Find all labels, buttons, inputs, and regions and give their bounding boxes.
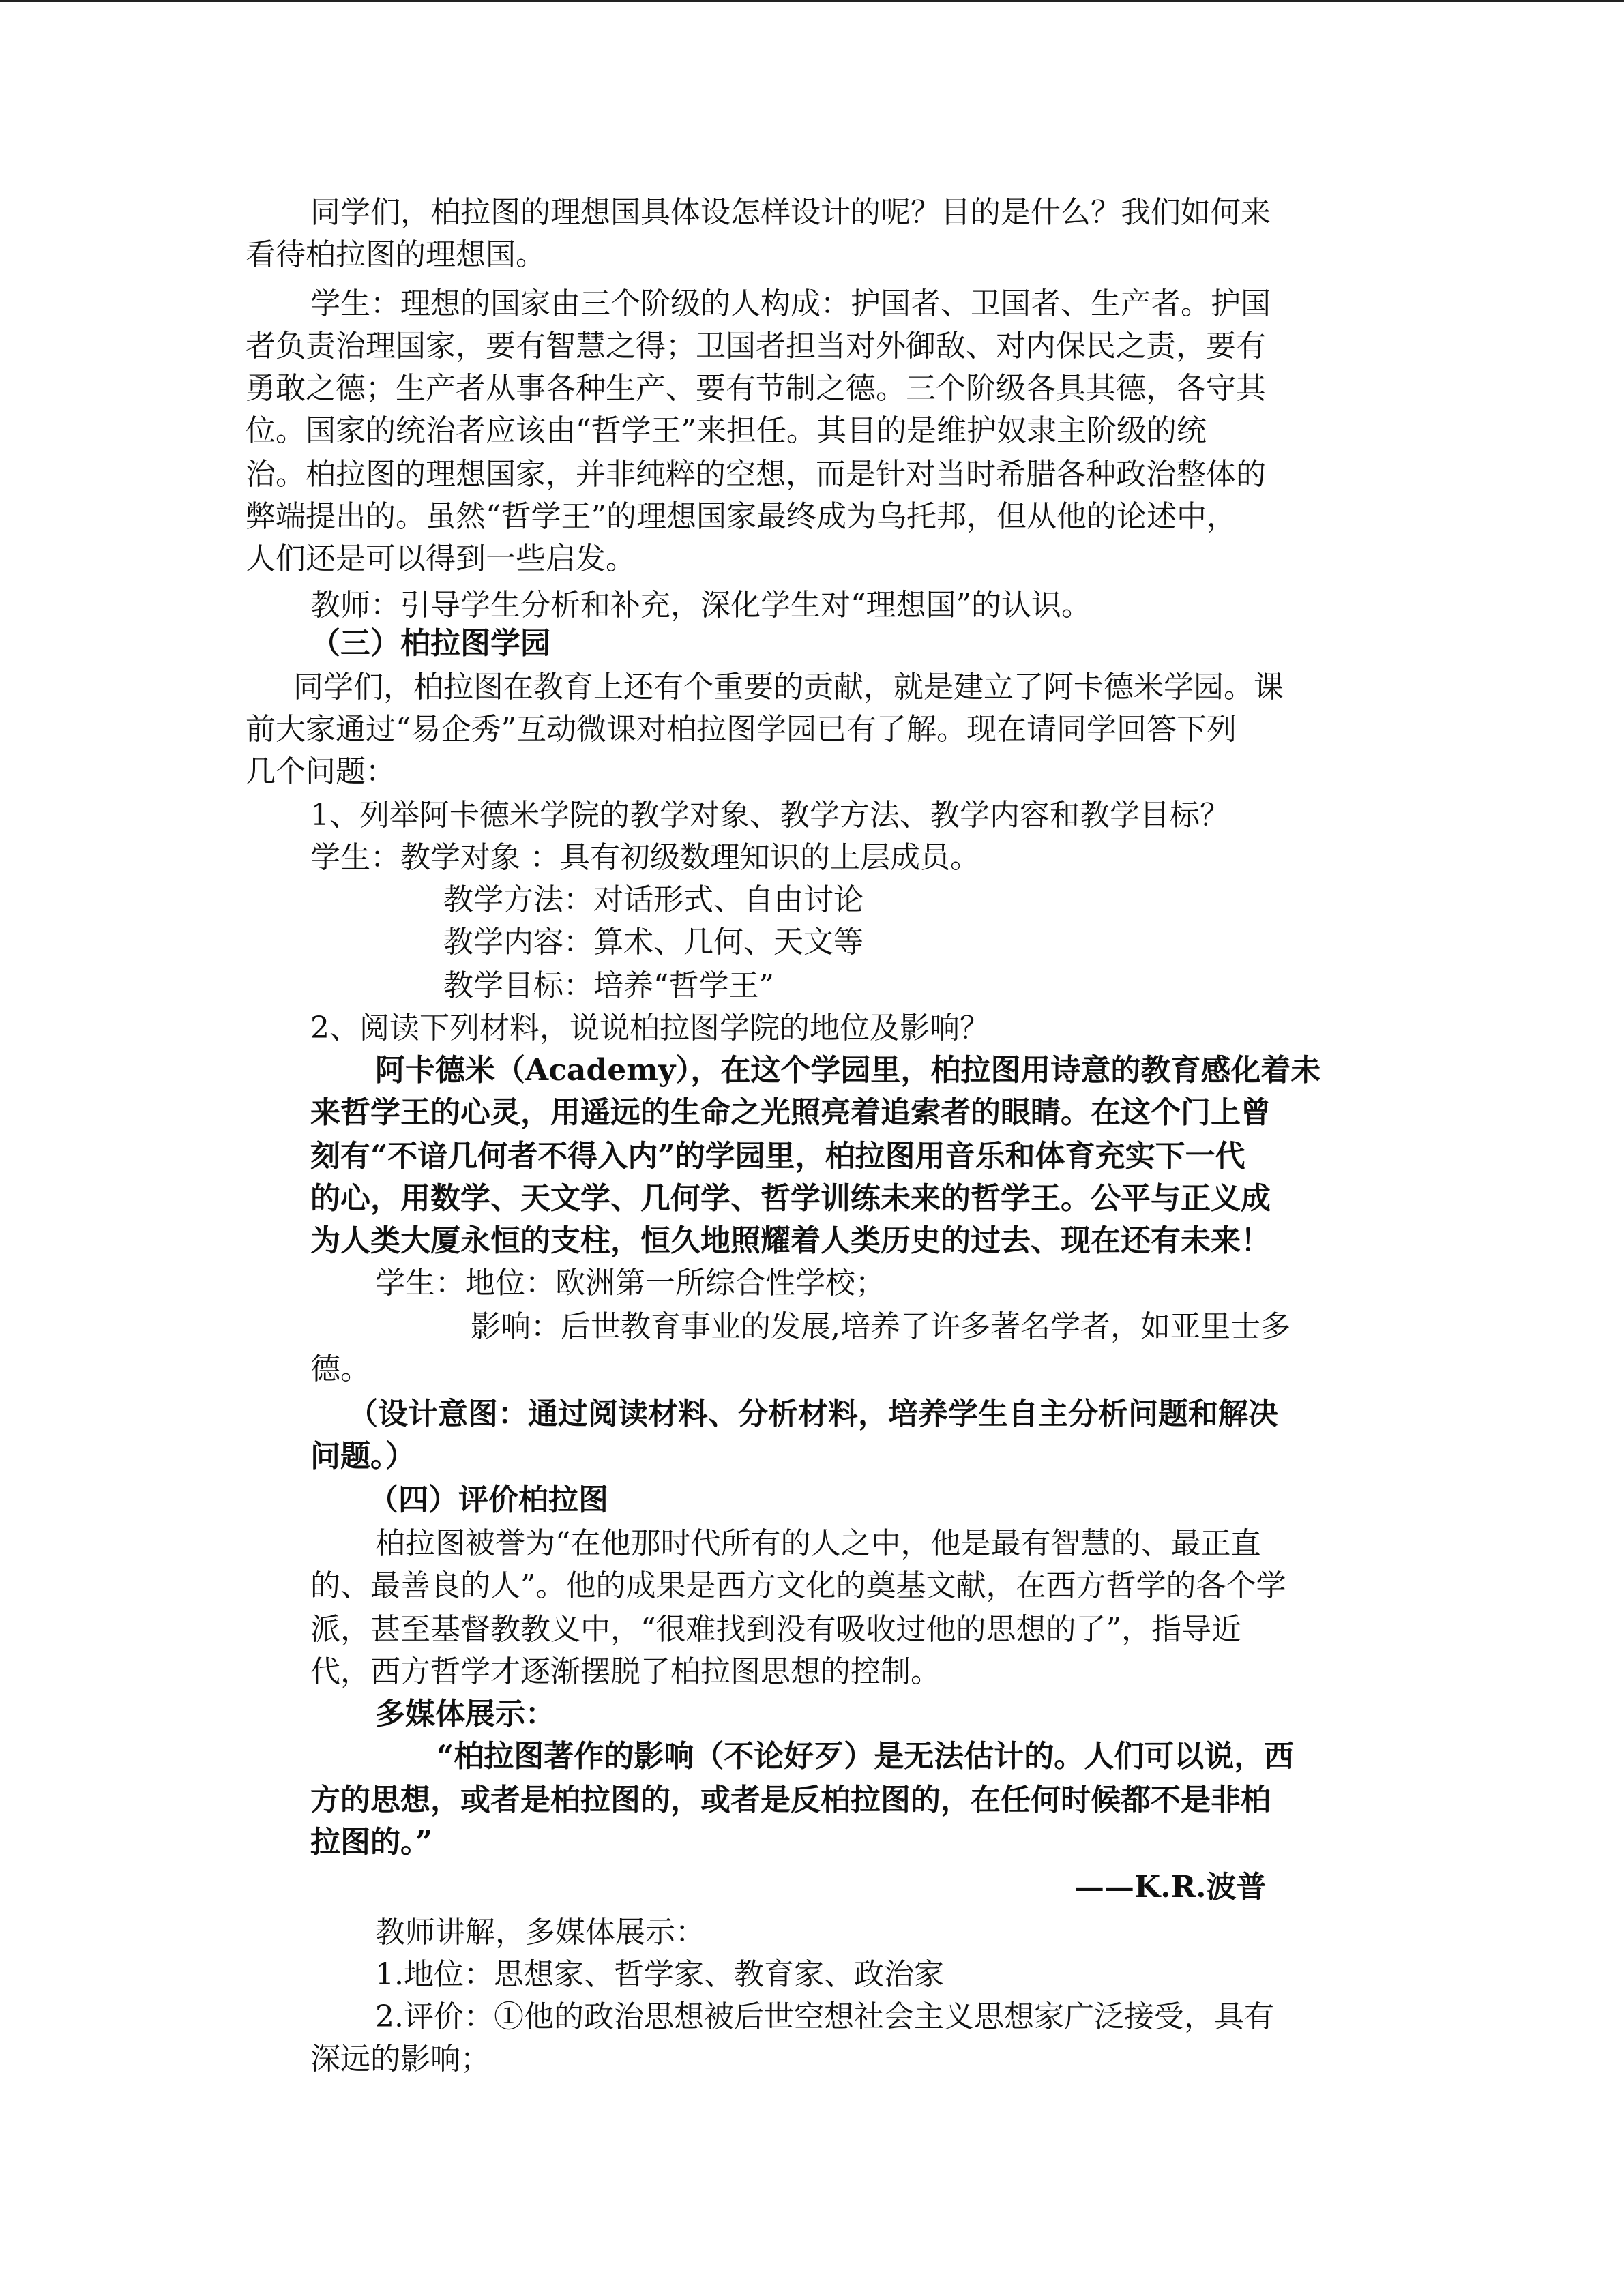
list-item: 深远的影响；: [310, 2042, 490, 2076]
question-line: 1、列举阿卡德米学院的教学对象、教学方法、教学内容和教学目标？: [310, 798, 1230, 833]
quote-line: 拉图的。”: [310, 1825, 433, 1860]
section-heading: （三）柏拉图学园: [310, 626, 550, 661]
list-item: 1.地位：思想家、哲学家、教育家、政治家: [375, 1957, 944, 1992]
paragraph-line: 几个问题：: [246, 754, 396, 789]
answer-line: 学生：教学对象 ：具有初级数理知识的上层成员。: [310, 840, 980, 875]
multimedia-label: 多媒体展示：: [375, 1697, 555, 1731]
answer-line: 德。: [310, 1352, 370, 1386]
quote-line: 方的思想，或者是柏拉图的，或者是反柏拉图的，在任何时候都不是非柏: [310, 1783, 1271, 1817]
paragraph-line: 柏拉图被誉为“在他那时代所有的人之中，他是最有智慧的、最正直: [375, 1526, 1261, 1561]
section-heading: （四）评价柏拉图: [368, 1482, 608, 1517]
question-line: 2、阅读下列材料，说说柏拉图学院的地位及影响？: [310, 1011, 990, 1045]
paragraph-line: 位。国家的统治者应该由“哲学王”来担任。其目的是维护奴隶主阶级的统: [246, 413, 1207, 448]
paragraph-line: 勇敢之德；生产者从事各种生产、要有节制之德。三个阶级各具其德，各守其: [246, 371, 1266, 406]
paragraph-line: 者负责治理国家，要有智慧之得；卫国者担当对外御敌、对内保民之责，要有: [246, 329, 1266, 363]
paragraph-line: 人们还是可以得到一些启发。: [246, 541, 636, 576]
paragraph-line: 派，甚至基督教教义中，“很难找到没有吸收过他的思想的了”，指导近: [310, 1612, 1241, 1647]
paragraph-line: 同学们，柏拉图在教育上还有个重要的贡献，就是建立了阿卡德米学园。课: [293, 670, 1284, 704]
quote-material-line: 刻有“不谙几何者不得入内”的学园里，柏拉图用音乐和体育充实下一代: [310, 1139, 1245, 1174]
quote-material-line: 来哲学王的心灵，用遥远的生命之光照亮着追索者的眼睛。在这个门上曾: [310, 1095, 1271, 1130]
answer-line: 学生：地位：欧洲第一所综合性学校；: [375, 1266, 885, 1300]
paragraph-line: 代，西方哲学才逐渐摆脱了柏拉图思想的控制。: [310, 1654, 941, 1689]
paragraph-line: 前大家通过“易企秀”互动微课对柏拉图学园已有了解。现在请同学回答下列: [246, 712, 1237, 747]
paragraph-line: 看待柏拉图的理想国。: [246, 237, 546, 272]
paragraph-line: 教师：引导学生分析和补充，深化学生对“理想国”的认识。: [310, 588, 1091, 623]
answer-line: 影响：后世教育事业的发展,培养了许多著名学者，如亚里士多: [471, 1309, 1290, 1344]
quote-attribution: ——K.R.波普: [1074, 1870, 1267, 1905]
paragraph-line: 弊端提出的。虽然“哲学王”的理想国家最终成为乌托邦，但从他的论述中，: [246, 499, 1237, 534]
paragraph-line: 教师讲解，多媒体展示：: [375, 1915, 705, 1950]
list-item: 2.评价：①他的政治思想被后世空想社会主义思想家广泛接受，具有: [375, 1999, 1274, 2034]
design-intent-line: 问题。）: [310, 1439, 415, 1474]
quote-material-line: 为人类大厦永恒的支柱，恒久地照耀着人类历史的过去、现在还有未来！: [310, 1223, 1271, 1258]
quote-material-line: 阿卡德米（Academy），在这个学园里，柏拉图用诗意的教育感化着未: [375, 1053, 1321, 1088]
page-top-border: [0, 0, 1624, 2]
paragraph-line: 同学们，柏拉图的理想国具体设怎样设计的呢？目的是什么？我们如何来: [310, 195, 1271, 230]
paragraph-line: 的、最善良的人”。他的成果是西方文化的奠基文献，在西方哲学的各个学: [310, 1568, 1286, 1603]
answer-line: 教学内容：算术、几何、天文等: [443, 925, 863, 959]
quote-line: “柏拉图著作的影响（不论好歹）是无法估计的。人们可以说，西: [437, 1739, 1295, 1774]
answer-line: 教学方法：对话形式、自由讨论: [443, 882, 863, 917]
answer-line: 教学目标：培养“哲学王”: [443, 968, 774, 1003]
paragraph-line: 治。柏拉图的理想国家，并非纯粹的空想，而是针对当时希腊各种政治整体的: [246, 457, 1266, 492]
quote-material-line: 的心，用数学、天文学、几何学、哲学训练未来的哲学王。公平与正义成: [310, 1181, 1271, 1216]
design-intent-line: （设计意图：通过阅读材料、分析材料，培养学生自主分析问题和解决: [348, 1397, 1278, 1431]
paragraph-line: 学生：理想的国家由三个阶级的人构成：护国者、卫国者、生产者。护国: [310, 286, 1271, 321]
